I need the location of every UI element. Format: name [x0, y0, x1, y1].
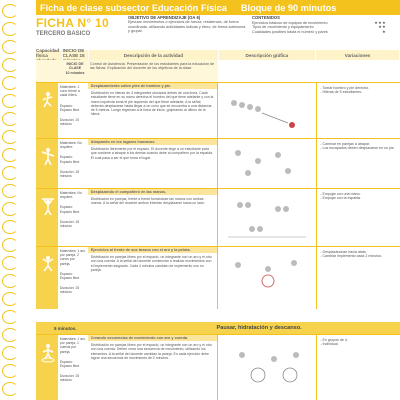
description-cell	[88, 139, 217, 189]
activity-title: Atrapando en los lugares humanos.	[88, 139, 217, 145]
header-capacity: Capacidad física	[36, 50, 63, 60]
activity-row	[36, 138, 400, 189]
curl-decoration	[2, 310, 18, 324]
variations-cell: - Caminar en parejas a atrapar. - Los escapados deben desplazarse en un pie.	[316, 139, 400, 189]
materials-cell: Materiales: 1 aro por pareja, 1 cuerda por pareja. Espacio: Espacio libre. Duración: 15 minutos	[59, 337, 86, 383]
curl-decoration	[2, 148, 18, 162]
curl-decoration	[2, 184, 18, 198]
objective-text: Ejecutar movimientos o ejercicios de fuerza, resistencia, de forma coordinada, utilizando actividades lúdicas y ritmo, de forma autónoma y grupal.	[128, 20, 246, 34]
activity-row	[36, 334, 400, 400]
activity-graphic	[217, 189, 316, 247]
activity-title: Desplazamiento sobre pies de hombro y pie.	[88, 83, 217, 89]
activity-graphic	[217, 139, 316, 189]
side-icon-cell	[36, 139, 58, 189]
curl-decoration	[2, 382, 18, 396]
header-title: Ficha de clase subsector Educación Física	[40, 2, 227, 13]
activity-title: Desplazando el compañero en las manos.	[88, 189, 217, 195]
curl-decoration	[2, 292, 18, 306]
activity-graphic	[217, 83, 316, 139]
contents-block	[252, 16, 400, 48]
activity-row	[36, 188, 400, 247]
content-item: Tipos de movimiento y equipamiento ★★	[252, 25, 386, 30]
table-header	[36, 47, 400, 60]
activity-text: Distribución en hileras de 4 integrantes ubicados detrás de una línea. Cada estudiante tiene en su mano derecha el hombro del que tiene adelante y con la mano izquierda toma el pie izquierdo del que tiene adelante. A la señal, deberán desplazarse hasta llegar a un cono que se encuentra a una distancia de 5 metros. Luego regresan a la línea de inicio, golpeando al último de la hilera.	[90, 91, 214, 117]
materials-cell: Materiales: No requiere. Espacio: Espacio libre. Duración: 15 minutos	[59, 191, 82, 229]
description-cell	[88, 189, 217, 247]
pause-row	[36, 322, 400, 334]
curl-decoration	[2, 328, 18, 342]
star-rating: ★★	[378, 25, 386, 30]
curl-decoration	[2, 346, 18, 360]
curl-decoration	[2, 364, 18, 378]
materials-cell: Materiales: 1 cono frente a cada hilera. Espacio: Espacio libre. Duración: 10 minutos	[59, 85, 81, 127]
activity-row	[36, 82, 400, 139]
header-inicio: INICIO DE CLASE 15	[63, 50, 90, 60]
curl-decoration	[2, 220, 18, 234]
jumper-icon	[40, 255, 56, 275]
activity-graphic	[217, 247, 316, 309]
curl-decoration	[2, 202, 18, 216]
ficha-box	[36, 16, 126, 48]
objective-code: (OA 6)	[187, 15, 201, 20]
variations-cell: - Empujar con una mano. - Empujar con la espalda.	[316, 189, 400, 247]
curl-decoration	[2, 256, 18, 270]
header-block: Bloque de 90 minutos	[240, 2, 337, 13]
materials-cell: Materiales: 1 aro por pareja, 2 conos por pareja. Espacio: Espacio libre. Duración: 15 minutos	[59, 249, 86, 295]
ficha-number: FICHA N° 10	[36, 16, 109, 30]
contents-label: CONTENIDOS	[252, 15, 280, 20]
description-cell	[88, 83, 217, 139]
activity-text: Distribución libremente por el espacio. El docente elige a un estudiante para que contiene a atrapar a los demás cuando debe al compañero por la espalda. El cual pasa a ser el que toma el lugar.	[90, 147, 213, 160]
curl-decoration	[2, 238, 18, 252]
activity-title: Ejercicios al frente de sus brazos con el aro y la pelota.	[88, 247, 217, 253]
activity-graphic	[217, 335, 316, 400]
curl-decoration	[2, 274, 18, 288]
variations-cell: - Tomar hombro y pie derecho. - Hileras de 5 estudiantes.	[316, 83, 400, 139]
side-icon-cell	[36, 247, 58, 309]
intro-capacity	[36, 60, 62, 82]
header-description: Descripción de la actividad	[89, 50, 218, 60]
description-cell	[88, 247, 217, 309]
pause-time: 5 minutos.	[54, 325, 77, 331]
variations-cell: - Desplazándose hacia atrás. - Cambiar implemento cada 2 minutos.	[316, 247, 400, 309]
activity-text: Distribución en parejas, frente a frente tomándose las manos con ambas manos. A la señal del docente ambos intentan desplazarse hacia un lado.	[90, 197, 205, 206]
activity-title: Creando secuencias de movimiento con aro y cuerda.	[88, 335, 217, 341]
activity-row	[36, 246, 400, 309]
variations-cell: - En grupos de 4. - Individual.	[316, 335, 400, 400]
decorative-curl-border	[0, 0, 20, 400]
objective-label: OBJETIVO DE APRENDIZAJE	[128, 15, 187, 20]
objective-block	[128, 16, 248, 48]
side-icon-cell	[36, 189, 58, 247]
curl-decoration	[2, 4, 18, 18]
side-icon-cell	[36, 335, 58, 400]
curl-decoration	[2, 22, 18, 36]
header-graphic: Descripción gráfica	[219, 50, 317, 60]
activity-text: Distribución en parejas libres por el espacio, un integrante con un aro y el otro con una cuerda. Deben crear una secuencia de movimiento, utilizando los elementos. A la señal del docente cambian la pareja. En cada ejercicio debe lograr una secuencia de movimiento de 2 minutos.	[90, 343, 212, 360]
header-variations: Variaciones	[316, 50, 400, 60]
intro-text: Control de Asistencia. Presentación de los estudiantes para la educación de las fichas. Explicación del docente de los objetivos de la clase.	[88, 60, 218, 82]
curl-decoration	[2, 112, 18, 126]
curl-decoration	[2, 58, 18, 72]
ficha-level: TERCERO BASICO	[36, 31, 91, 37]
intro-row	[36, 60, 400, 82]
pause-text: Pausar, hidratación y descanso.	[216, 325, 302, 331]
header-bar	[36, 0, 400, 15]
materials-cell: Materiales: No requiere. Espacio: Espacio libre. Duración: 15 minutos	[59, 141, 82, 179]
hoop-jumper-icon	[40, 343, 56, 363]
content-item: Cualidades posibles hasta el número y pares ★	[252, 29, 386, 34]
curl-decoration	[2, 130, 18, 144]
content-item: Ejercicios básicos de equipos de movimiento ★★★	[252, 20, 386, 25]
runner-icon	[40, 91, 56, 111]
description-cell	[88, 335, 217, 400]
intro-label: INICIO DE CLASE 10 minutos	[62, 60, 88, 82]
curl-decoration	[2, 166, 18, 180]
star-rating: ★★★	[374, 20, 386, 25]
curl-decoration	[2, 76, 18, 90]
side-icon-cell	[36, 83, 58, 139]
activity-text: Distribución en parejas libres por el espacio, un integrante con un aro y el otro con una cuerda. A la señal del docente comienzan a realizar movimientos con el implemento asignado. Cada 4 minutos cambian de implemento con su pareja.	[90, 255, 212, 272]
stretch-icon	[40, 147, 56, 167]
star-rating: ★	[382, 29, 386, 34]
curl-decoration	[2, 40, 18, 54]
weightlifter-icon	[40, 197, 56, 217]
curl-decoration	[2, 94, 18, 108]
